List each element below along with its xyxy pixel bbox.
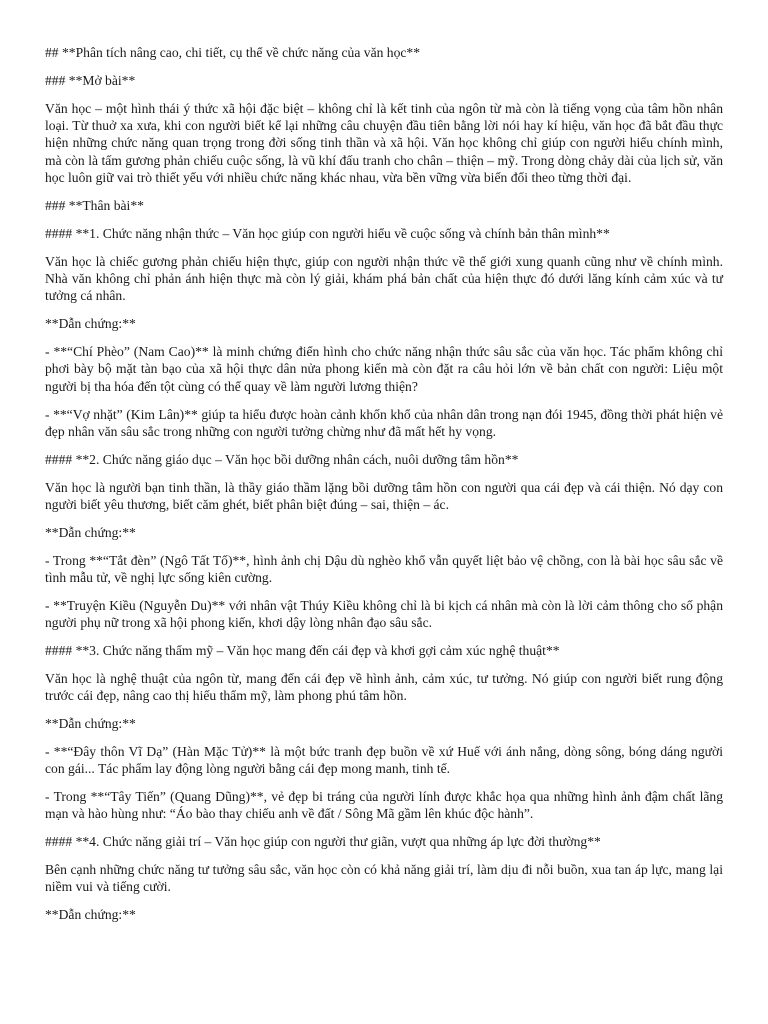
section-2-evidence-item: - **Truyện Kiều (Nguyễn Du)** với nhân vật Thúy Kiều không chỉ là bi kịch cá nhân mà còn là lời cảm thông cho số phận người phụ nữ trong xã hội phong kiến, khơi dậy lòng nhân đạo sâu sắc. — [45, 597, 723, 631]
section-3-evidence-item: - **“Đây thôn Vĩ Dạ” (Hàn Mặc Tử)** là một bức tranh đẹp buồn về xứ Huế với ánh nắng, dòng sông, bóng dáng người con gái... Tác phẩm lay động lòng người bằng cái đẹp mong manh, tinh tế. — [45, 743, 723, 777]
section-2-paragraph: Văn học là người bạn tinh thần, là thầy giáo thầm lặng bồi dưỡng tâm hồn con người qua cái đẹp và cái thiện. Nó dạy con người biết yêu thương, biết căm ghét, biết phân biệt đúng – sai, thiện – ác. — [45, 479, 723, 513]
intro-paragraph: Văn học – một hình thái ý thức xã hội đặc biệt – không chỉ là kết tinh của ngôn từ mà còn là tiếng vọng của tâm hồn nhân loại. Từ thuở xa xưa, khi con người biết kể lại những câu chuyện đầu tiên bằng lời nói hay kí hiệu, văn học đã bắt đầu thực hiện những chức năng quan trọng trong đời sống tinh thần và xã hội. Văn học không chỉ giúp con người hiểu chính mình, mà còn là tấm gương phản chiếu cuộc sống, là vũ khí đấu tranh cho chân – thiện – mỹ. Trong dòng chảy dài của lịch sử, văn học luôn giữ vai trò thiết yếu với nhiều chức năng khác nhau, vừa bền vững vừa biến đổi theo từng thời đại. — [45, 100, 723, 186]
section-2-evidence-item: - Trong **“Tắt đèn” (Ngô Tất Tố)**, hình ảnh chị Dậu dù nghèo khổ vẫn quyết liệt bảo vệ chồng, con là bài học sâu sắc về tình mẫu tử, về nghị lực sống kiên cường. — [45, 552, 723, 586]
section-1-evidence-item: - **“Vợ nhặt” (Kim Lân)** giúp ta hiểu được hoàn cảnh khốn khổ của nhân dân trong nạn đói 1945, đồng thời phát hiện vẻ đẹp nhân văn sâu sắc trong những con người tưởng chừng như đã mất hết hy vọng. — [45, 406, 723, 440]
section-2-heading: #### **2. Chức năng giáo dục – Văn học bồi dưỡng nhân cách, nuôi dưỡng tâm hồn** — [45, 451, 519, 467]
section-2-evidence-label: **Dẫn chứng:** — [45, 524, 136, 540]
intro-heading: ### **Mở bài** — [45, 72, 136, 88]
document-title: ## **Phân tích nâng cao, chi tiết, cụ thể về chức năng của văn học** — [45, 45, 421, 60]
section-3-paragraph: Văn học là nghệ thuật của ngôn từ, mang đến cái đẹp về hình ảnh, cảm xúc, tư tưởng. Nó giúp con người biết rung động trước cái đẹp, nâng cao thị hiếu thẩm mỹ, làm phong phú tâm hồn. — [45, 670, 723, 704]
section-3-heading: #### **3. Chức năng thẩm mỹ – Văn học mang đến cái đẹp và khơi gợi cảm xúc nghệ thuật** — [45, 643, 560, 659]
section-1-paragraph: Văn học là chiếc gương phản chiếu hiện thực, giúp con người nhận thức về thế giới xung quanh cũng như về chính mình. Nhà văn không chỉ phản ánh hiện thực mà còn lý giải, khám phá bản chất của hiện thực đó dưới lăng kính cảm xúc và tư tưởng cá nhân. — [45, 253, 723, 304]
section-1-evidence-label: **Dẫn chứng:** — [45, 316, 136, 332]
section-4-paragraph: Bên cạnh những chức năng tư tưởng sâu sắc, văn học còn có khả năng giải trí, làm dịu đi nỗi buồn, xua tan áp lực, mang lại niềm vui và tiếng cười. — [45, 862, 723, 895]
section-3-evidence-item: - Trong **“Tây Tiến” (Quang Dũng)**, vẻ đẹp bi tráng của người lính được khắc họa qua những hình ảnh đậm chất lãng mạn và hào hùng như: “Áo bào thay chiếu anh về đất / Sông Mã gầm lên khúc độc hành”. — [45, 789, 723, 822]
section-1-evidence-item: - **“Chí Phèo” (Nam Cao)** là minh chứng điển hình cho chức năng nhận thức sâu sắc của văn học. Tác phẩm không chỉ phơi bày bộ mặt tàn bạo của xã hội thực dân nửa phong kiến mà còn đặt ra câu hỏi lớn về bản chất con người: Liệu một người bị tha hóa đến tột cùng có thể quay về làm người lương thiện? — [45, 344, 723, 394]
body-heading: ### **Thân bài** — [45, 198, 144, 214]
section-1-heading: #### **1. Chức năng nhận thức – Văn học giúp con người hiểu về cuộc sống và chính bản thân mình** — [45, 225, 610, 241]
section-3-evidence-label: **Dẫn chứng:** — [45, 716, 136, 732]
section-4-heading: #### **4. Chức năng giải trí – Văn học giúp con người thư giãn, vượt qua những áp lực đời thường** — [45, 834, 601, 850]
section-4-evidence-label: **Dẫn chứng:** — [45, 907, 136, 923]
